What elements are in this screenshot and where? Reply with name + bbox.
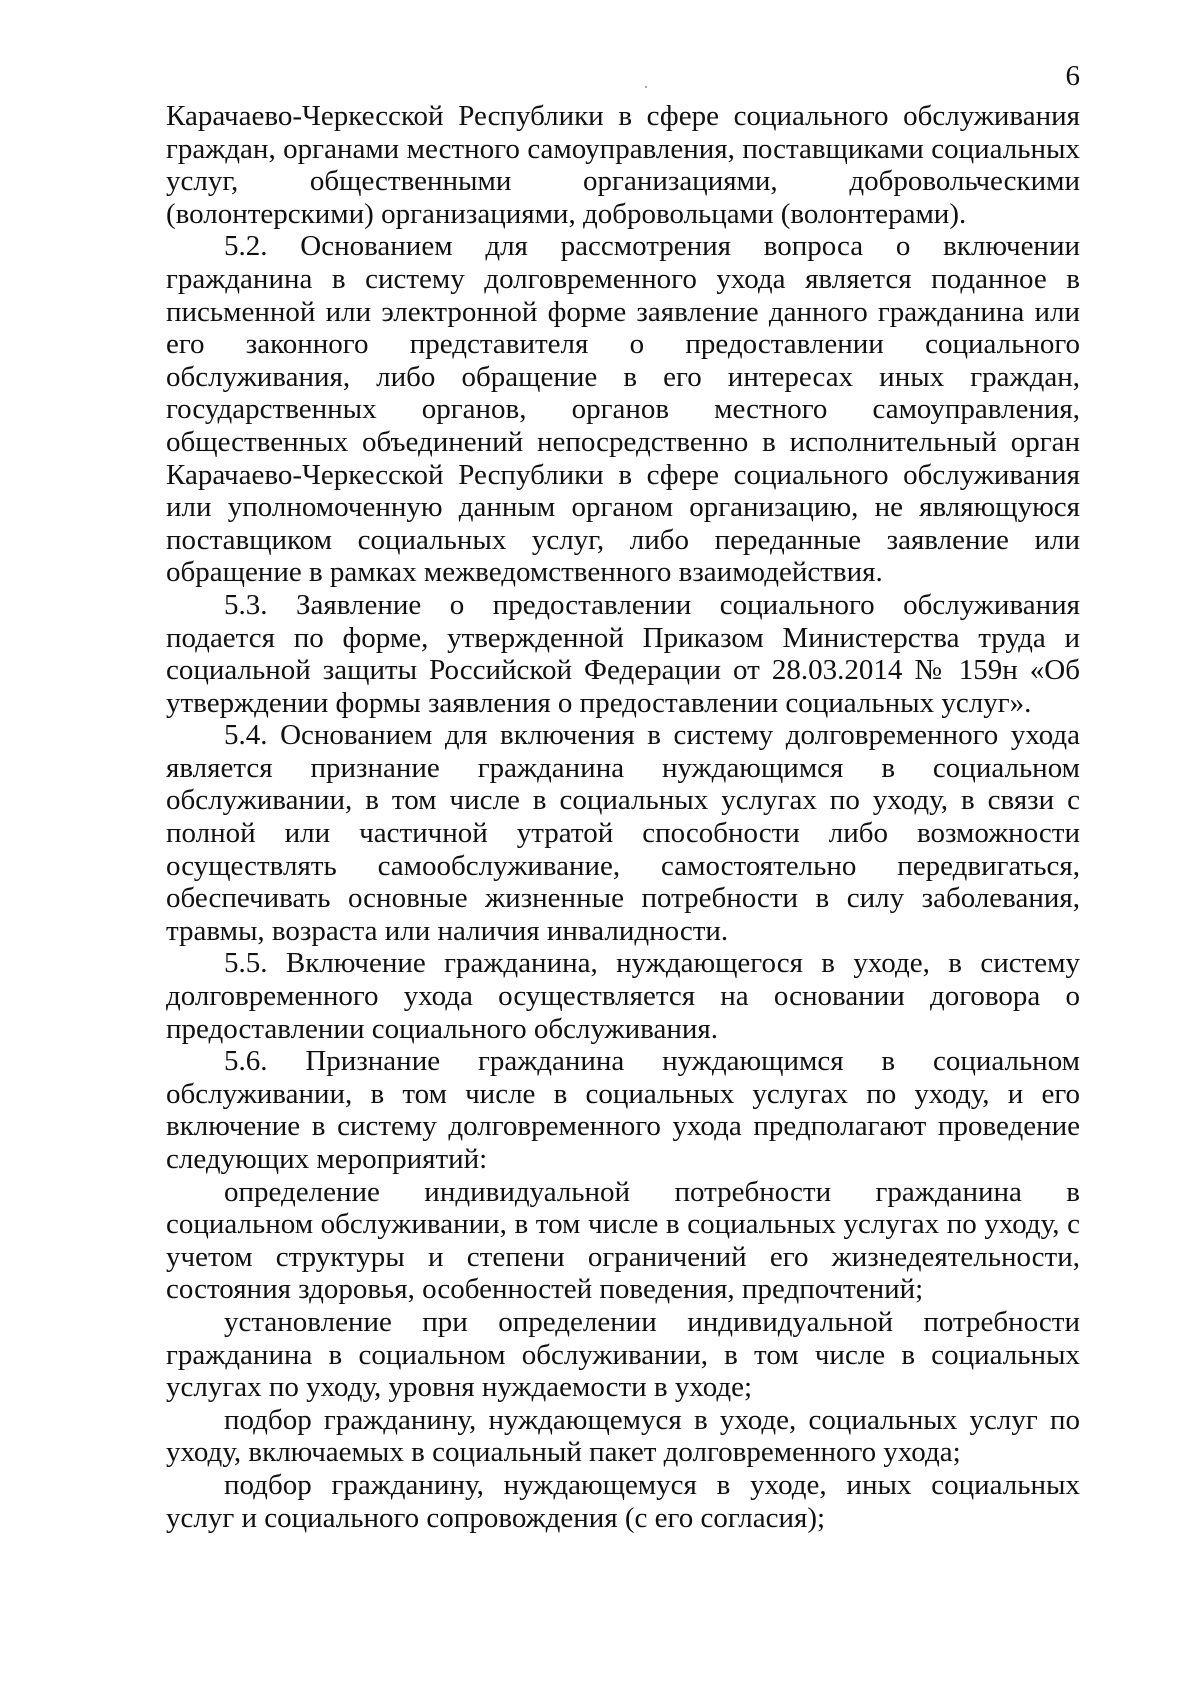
- paragraph-5-3: 5.3. Заявление о предоставлении социального обслуживания подается по форме, утвержденной Приказом Министерства труда и социальной защиты Российской Федерации от 28.03.2014 № 159н «Об утверждении формы заявления о предоставлении социальных услуг».: [166, 588, 1080, 719]
- measure-care-level: установление при определении индивидуальной потребности гражданина в социальном обслуживании, в том числе в социальных услугах по уходу, уровня нуждаемости в уходе;: [166, 1305, 1080, 1404]
- measure-other-services: подбор гражданину, нуждающемуся в уходе, иных социальных услуг и социального сопровождения (с его согласия);: [166, 1468, 1080, 1534]
- paragraph-5-4: 5.4. Основанием для включения в систему долговременного ухода является признание гражданина нуждающимся в социальном обслуживании, в том числе в социальных услугах по уходу, в связи с полной или частичной утратой способности либо возможности осуществлять самообслуживание, самостоятельно передвигаться, обеспечивать основные жизненные потребности в силу заболевания, травмы, возраста или наличия инвалидности.: [166, 719, 1080, 947]
- paragraph-5-6: 5.6. Признание гражданина нуждающимся в социальном обслуживании, в том числе в социальных услугах по уходу, и его включение в систему долговременного ухода предполагают проведение следующих мероприятий:: [166, 1045, 1080, 1175]
- paragraph-continuation: Карачаево-Черкесской Республики в сфере социального обслуживания граждан, органами местного самоуправления, поставщиками социальных услуг, общественными организациями, добровольческими (волонтерскими) организациями, добровольцами (волонтерами).: [166, 100, 1080, 230]
- measure-needs-assessment: определение индивидуальной потребности гражданина в социальном обслуживании, в том числе в социальных услугах по уходу, с учетом структуры и степени ограничений его жизнедеятельности, состояния здоровья, особенностей поведения, предпочтений;: [166, 1175, 1080, 1306]
- paragraph-5-5: 5.5. Включение гражданина, нуждающегося в уходе, в систему долговременного ухода осуществляется на основании договора о предоставлении социального обслуживания.: [166, 947, 1080, 1045]
- document-body: [166, 100, 1080, 1534]
- measure-care-package: подбор гражданину, нуждающемуся в уходе, социальных услуг по уходу, включаемых в социальный пакет долговременного ухода;: [166, 1403, 1080, 1469]
- scan-speck: [645, 86, 647, 88]
- page-number: 6: [1065, 60, 1080, 92]
- paragraph-5-2: 5.2. Основанием для рассмотрения вопроса о включении гражданина в систему долговременного ухода является поданное в письменной или электронной форме заявление данного гражданина или его законного представителя о предоставлении социального обслуживания, либо обращение в его интересах иных граждан, государственных органов, органов местного самоуправления, общественных объединений непосредственно в исполнительный орган Карачаево-Черкесской Республики в сфере социального обслуживания или уполномоченную данным органом организацию, не являющуюся поставщиком социальных услуг, либо переданные заявление или обращение в рамках межведомственного взаимодействия.: [166, 230, 1080, 589]
